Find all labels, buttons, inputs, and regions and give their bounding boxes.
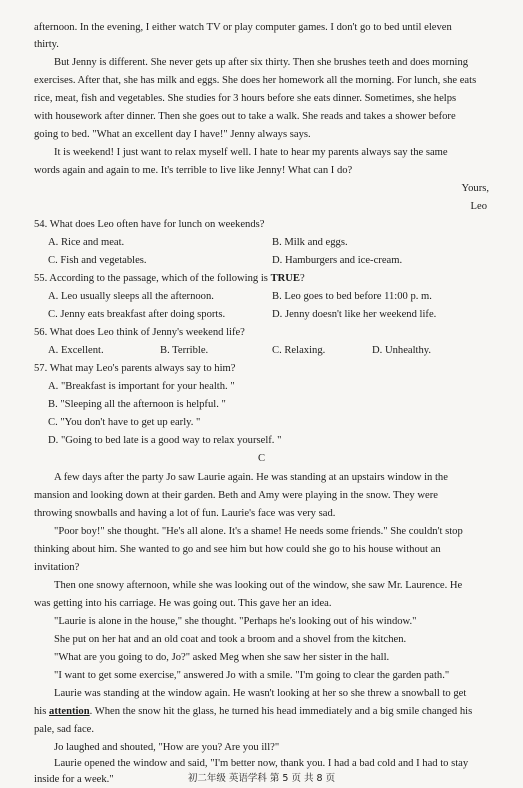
stem-text: ? bbox=[300, 273, 305, 284]
passage-line: "Laurie is alone in the house," she thought. "Perhaps he's looking out of his window." bbox=[54, 616, 417, 627]
option-a: A. Leo usually sleeps all the afternoon. bbox=[48, 291, 214, 302]
passage-line: inside for a week." bbox=[34, 774, 114, 785]
letter-closing: Yours, bbox=[461, 183, 489, 194]
passage-line: thirty. bbox=[34, 39, 59, 50]
option-b: B. Leo goes to bed before 11:00 p. m. bbox=[272, 291, 432, 302]
option-c: C. Fish and vegetables. bbox=[48, 255, 147, 266]
passage-line: mansion and looking down at their garden. Beth and Amy were playing in the snow. They were bbox=[34, 490, 438, 501]
passage-line: words again and again to me. It's terrible to live like Jenny! What can I do? bbox=[34, 165, 353, 176]
option-d: D. "Going to bed late is a good way to relax yourself. " bbox=[48, 435, 282, 446]
passage-line: exercises. After that, she has milk and eggs. She does her homework all the morning. For lunch, she eats bbox=[34, 75, 477, 86]
passage-line: with housework after dinner. Then she goes out to take a walk. She reads and takes a shower before bbox=[34, 111, 456, 122]
option-a: A. Excellent. bbox=[48, 345, 104, 356]
passage-line: Then one snowy afternoon, while she was looking out of the window, she saw Mr. Laurence. He bbox=[54, 580, 463, 591]
passage-line: "I want to get some exercise," answered Jo with a smile. "I'm going to clear the garden path." bbox=[54, 670, 450, 681]
passage-line: But Jenny is different. She never gets up after six thirty. Then she brushes teeth and does morning bbox=[54, 57, 469, 68]
page-footer: 初二年级 英语学科 第 5 页 共 8 页 bbox=[187, 773, 336, 784]
option-c: C. Relaxing. bbox=[272, 345, 326, 356]
passage-line: pale, sad face. bbox=[34, 724, 94, 735]
passage-line: It is weekend! I just want to relax myself well. I hate to hear my parents always say the same bbox=[54, 147, 448, 158]
passage-text: his bbox=[34, 706, 50, 717]
option-a: A. Rice and meat. bbox=[48, 237, 125, 248]
passage-line bbox=[34, 704, 472, 720]
passage-line: was getting into his carriage. He was going out. This gave her an idea. bbox=[34, 598, 332, 609]
option-b: B. Milk and eggs. bbox=[272, 237, 348, 248]
option-b: B. Terrible. bbox=[160, 345, 209, 356]
passage-line: She put on her hat and an old coat and took a broom and a shovel from the kitchen. bbox=[54, 634, 407, 645]
section-heading: C bbox=[257, 453, 266, 464]
passage-line: Jo laughed and shouted, "How are you? Are you ill?" bbox=[54, 742, 280, 753]
passage-line: throwing snowballs and having a lot of fun. Laurie's face was very sad. bbox=[34, 508, 336, 519]
question-stem: 54. What does Leo often have for lunch on weekends? bbox=[34, 219, 265, 230]
passage-line: thinking about him. She wanted to go and see him but how could she go to his house without an bbox=[34, 544, 441, 555]
passage-line: "What are you going to do, Jo?" asked Meg when she saw her sister in the hall. bbox=[54, 652, 390, 663]
passage-line: "Poor boy!" she thought. "He's all alone. It's a shame! He needs some friends." She couldn't stop bbox=[54, 526, 463, 537]
passage-line: going to bed. "What an excellent day I have!" Jenny always says. bbox=[34, 129, 311, 140]
option-d: D. Jenny doesn't like her weekend life. bbox=[272, 309, 437, 320]
passage-line: A few days after the party Jo saw Laurie again. He was standing at an upstairs window in the bbox=[54, 472, 448, 483]
stem-emphasis: TRUE bbox=[270, 273, 300, 284]
option-c: C. "You don't have to get up early. " bbox=[48, 417, 201, 428]
stem-text: 55. According to the passage, which of the following is bbox=[34, 273, 271, 284]
option-a: A. "Breakfast is important for your health. " bbox=[48, 381, 235, 392]
option-d: D. Unhealthy. bbox=[372, 345, 432, 356]
underlined-word: attention bbox=[49, 706, 90, 717]
passage-line: invitation? bbox=[34, 562, 80, 573]
option-c: C. Jenny eats breakfast after doing sports. bbox=[48, 309, 226, 320]
option-b: B. "Sleeping all the afternoon is helpful. " bbox=[48, 399, 226, 410]
option-d: D. Hamburgers and ice-cream. bbox=[272, 255, 403, 266]
question-stem bbox=[34, 271, 305, 287]
passage-line: Laurie was standing at the window again. He wasn't looking at her so she threw a snowball to get bbox=[54, 688, 467, 699]
passage-text: . When the snow hit the glass, he turned his head immediately and a big smile changed his bbox=[89, 706, 473, 717]
question-stem: 57. What may Leo's parents always say to him? bbox=[34, 363, 236, 374]
passage-line: rice, meat, fish and vegetables. She studies for 3 hours before she eats dinner. Sometimes, she helps bbox=[34, 93, 457, 104]
letter-signature: Leo bbox=[470, 201, 487, 212]
question-stem: 56. What does Leo think of Jenny's weekend life? bbox=[34, 327, 245, 338]
passage-line: Laurie opened the window and said, "I'm better now, thank you. I had a bad cold and I had to stay bbox=[54, 758, 469, 769]
passage-line: afternoon. In the evening, I either watch TV or play computer games. I don't go to bed until eleven bbox=[34, 22, 452, 33]
